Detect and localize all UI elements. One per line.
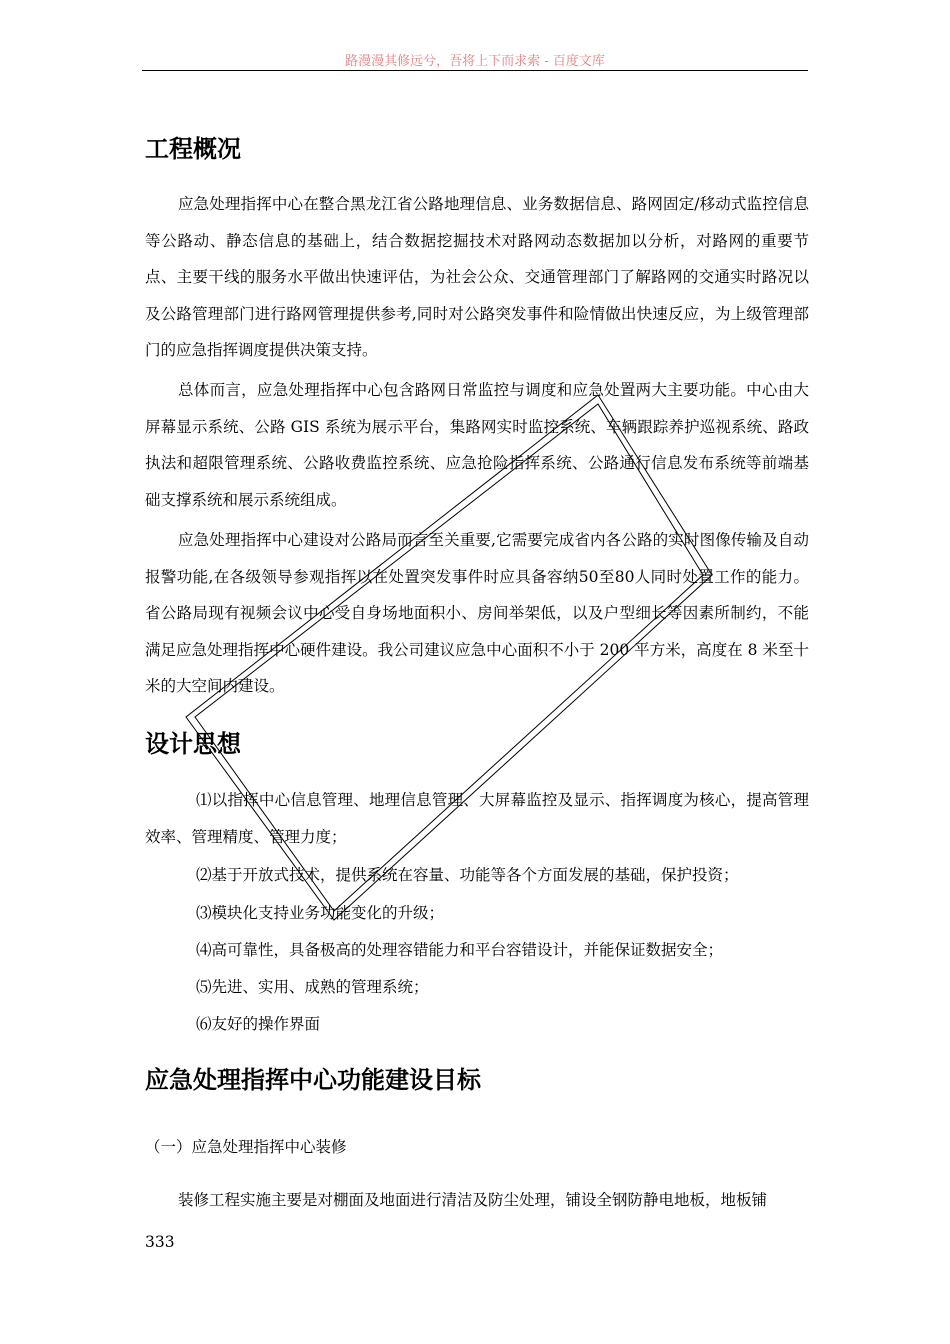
design-item-2: ⑵基于开放式技术，提供系统在容量、功能等各个方面发展的基础，保护投资； [196,866,739,884]
goals-paragraph: 装修工程实施主要是对棚面及地面进行清洁及防尘处理，铺设全钢防静电地板，地板铺 [178,1191,768,1209]
page-header-text: 路漫漫其修远兮，吾将上下而求索 - 百度文库 [345,54,605,69]
design-item-5: ⑸先进、实用、成熟的管理系统； [196,978,429,996]
overview-paragraph-1: 应急处理指挥中心在整合黑龙江省公路地理信息、业务数据信息、路网固定/移动式监控信息等公路动、静态信息的基础上，结合数据挖掘技术对路网动态数据加以分析，对路网的重要节点、主要干线的服务水平做出快速评估，为社会公众、交通管理部门了解路网的交通实时路况以及公路管理部门进行路网管理提供参考,同时对公路突发事件和险情做出快速反应，为上级管理部门的应急指挥调度提供决策支持。 [145,195,809,359]
goals-subheading: （一）应急处理指挥中心装修 [145,1138,347,1156]
design-item-1: ⑴以指挥中心信息管理、地理信息管理、大屏幕监控及显示、指挥调度为核心，提高管理效率、管理精度、管理力度； [145,791,809,846]
section-title-design: 设计思想 [145,730,241,758]
page-number: 333 [145,1233,175,1251]
overview-paragraph-2: 总体而言，应急处理指挥中心包含路网日常监控与调度和应急处置两大主要功能。中心由大屏幕显示系统、公路 GIS 系统为展示平台，集路网实时监控系统、车辆跟踪养护巡视系统、路政执法和超限管理系统、公路收费监控系统、应急抢险指挥系统、公路通行信息发布系统等前端基础支撑系统和展示系统组成。 [145,381,809,509]
section-title-goals: 应急处理指挥中心功能建设目标 [145,1066,481,1094]
overview-paragraph-3: 应急处理指挥中心建设对公路局而言至关重要,它需要完成省内各公路的实时图像传输及自动报警功能,在各级领导参观指挥以在处置突发事件时应具备容纳50至80人同时处置工作的能力。省公路局现有视频会议中心受自身场地面积小、房间举架低，以及户型细长等因素所制约，不能满足应急处理指挥中心硬件建设。我公司建议应急中心面积不小于 200 平方米，高度在 8 米至十米的大空间内建设。 [145,531,809,695]
section-title-overview: 工程概况 [145,135,241,163]
design-item-4: ⑷高可靠性，具备极高的处理容错能力和平台容错设计，并能保证数据安全； [196,941,724,959]
header-rule [142,70,808,71]
design-item-3: ⑶模块化支持业务功能变化的升级； [196,904,445,922]
design-item-6: ⑹友好的操作界面 [196,1015,321,1033]
